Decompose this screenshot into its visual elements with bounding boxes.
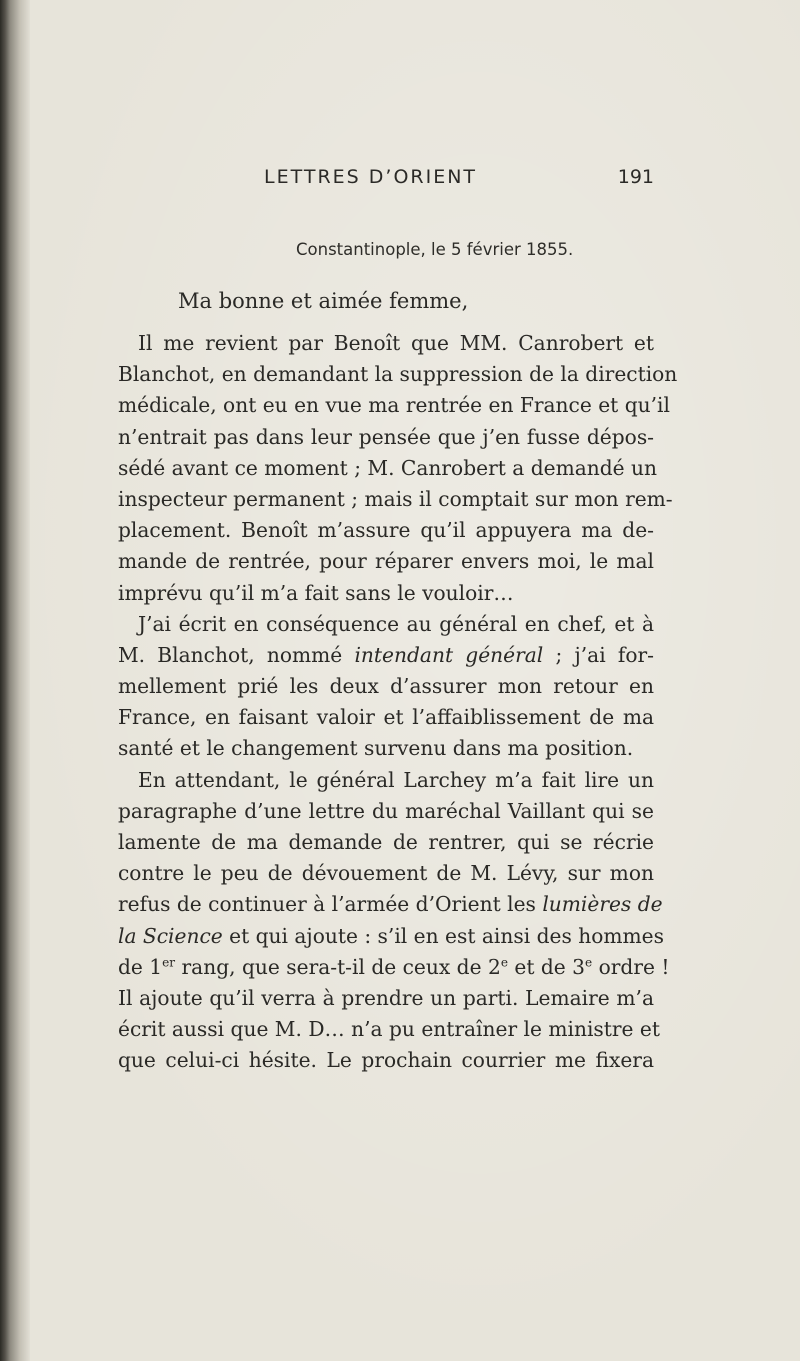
text-line: imprévu qu’il m’a fait sans le vouloir…	[118, 580, 514, 605]
text-line: placement. Benoît m’assure qu’il appuyera ma de-	[118, 518, 654, 543]
superscript: er	[162, 955, 176, 970]
letter-body	[118, 328, 678, 1077]
text-line: Il me revient par Benoît que MM. Canrobert et	[138, 331, 654, 355]
text-line: J’ai écrit en conséquence au général en chef, et à	[138, 611, 654, 636]
page-number: 191	[617, 166, 654, 188]
running-title: LETTRES D’ORIENT	[264, 166, 478, 188]
text-line-mixed	[118, 889, 663, 920]
text-line: médicale, ont eu en vue ma rentrée en France et qu’il	[118, 393, 670, 418]
text-run: de 1	[118, 954, 163, 979]
text-line: écrit aussi que M. D… n’a pu entraîner le ministre et	[118, 1017, 660, 1042]
text-run: refus de continuer à l’armée d’Orient les	[118, 892, 543, 917]
superscript: e	[500, 955, 508, 970]
text-run: ; j’ai for-	[543, 642, 654, 667]
text-line: France, en faisant valoir et l’affaiblissement de ma	[118, 705, 654, 730]
italic-term: la Science	[118, 923, 223, 948]
text-line-mixed	[118, 952, 670, 983]
text-line: santé et le changement survenu dans ma position.	[118, 736, 634, 761]
page-header	[264, 166, 654, 196]
text-run: et de 3	[507, 954, 586, 979]
text-line: En attendant, le général Larchey m’a fait lire un	[138, 767, 654, 792]
text-line: que celui-ci hésite. Le prochain courrier me fixera	[118, 1048, 654, 1073]
text-run: ordre !	[592, 954, 670, 979]
text-line: Il ajoute qu’il verra à prendre un parti. Lemaire m’a	[118, 985, 654, 1010]
text-line: lamente de ma demande de rentrer, qui se récrie	[118, 830, 654, 854]
text-line: mande de rentrée, pour réparer envers moi, le mal	[118, 549, 654, 574]
text-line: contre le peu de dévouement de M. Lévy, sur mon	[118, 861, 654, 886]
letter-salutation: Ma bonne et aimée femme,	[178, 289, 469, 313]
text-run: et qui ajoute : s’il en est ainsi des hommes	[222, 923, 664, 948]
italic-term: intendant général	[354, 642, 544, 667]
text-line-mixed	[118, 640, 654, 671]
text-line: inspecteur permanent ; mais il comptait sur mon rem-	[118, 486, 673, 511]
text-line: Blanchot, en demandant la suppression de la direction	[118, 362, 678, 387]
text-line: n’entrait pas dans leur pensée que j’en fusse dépos-	[118, 424, 654, 449]
letter-dateline: Constantinople, le 5 février 1855.	[296, 240, 574, 259]
text-line: sédé avant ce moment ; M. Canrobert a demandé un	[118, 455, 658, 480]
text-run: M. Blanchot, nommé	[118, 642, 355, 667]
text-line: mellement prié les deux d’assurer mon retour en	[118, 674, 654, 699]
text-run: rang, que sera-t-il de ceux de 2	[175, 954, 501, 979]
text-line: paragraphe d’une lettre du maréchal Vaillant qui se	[118, 798, 654, 823]
book-spine-shadow	[0, 0, 30, 1361]
superscript: e	[585, 955, 593, 970]
italic-term: lumières de	[542, 892, 663, 917]
text-line-mixed	[118, 921, 664, 952]
